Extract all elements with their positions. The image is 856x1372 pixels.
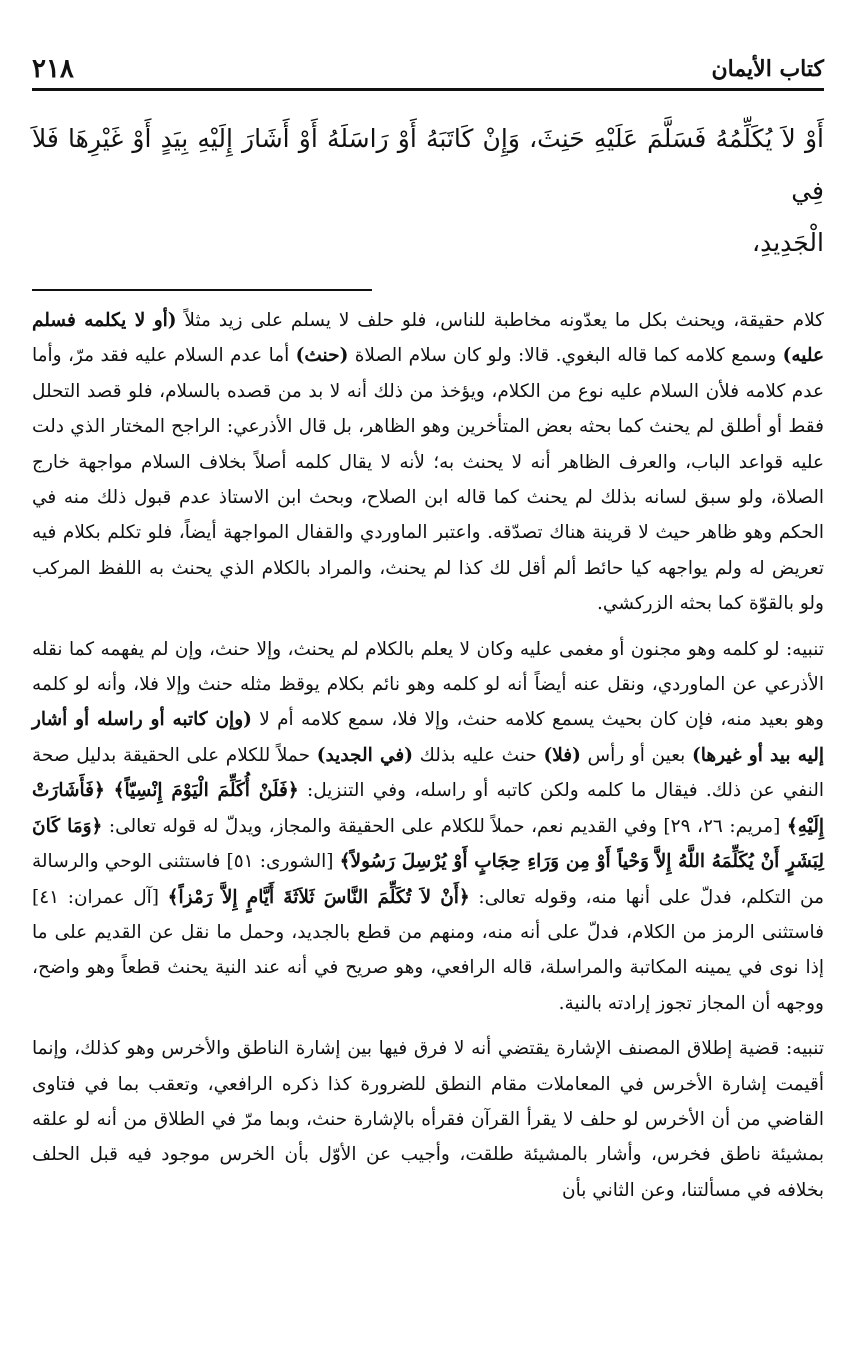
matn-quote: (أو لا يكلمه فسلم عليه) [32,310,824,367]
quran-verse: ﴿أَنْ لاَ تُكَلِّمَ النَّاسَ ثَلاَثَةَ أَيَّامٍ إِلاَّ رَمْزاً﴾ [167,886,470,908]
main-text [32,113,824,269]
text-run: تنبيه: لو كلمه وهو مجنون أو مغمى عليه وكان لا يعلم بالكلام لم يحنث، وإلا حنث، وإن لم يفهمه كما نقله الأذرعي عن الماوردي، ونقل عنه أيضاً أنه لو كلمه وهو نائم بكلام يوقظ مثله حنث وإلا فلا، وأنه لو كلمه وهو بعيد منه، فإن كان بحيث يسمع كلامه حنث، وإلا فلا، سمع كلامه أم لا [32,638,824,731]
text-run: وسمع كلامه كما قاله البغوي. قالا: ولو كان سلام الصلاة [348,345,783,367]
matn-quote: (وإن كاتبه أو راسله أو أشار إليه بيد أو غيرها) [32,709,824,766]
book-page [32,40,824,1372]
matn-quote: (فلا) [543,744,581,766]
text-run: [مريم: ٢٦، ٢٩] وفي القديم نعم، حملاً للكلام على الحقيقة والمجاز، ويدلّ له قوله تعالى: [102,815,787,837]
running-title: كتاب الأيمان [711,56,824,82]
commentary-paragraph-1 [32,303,824,622]
main-text-line: أَوْ لاَ يُكَلِّمُهُ فَسَلَّمَ عَلَيْهِ حَنِثَ، وَإِنْ كَاتَبَهُ أَوْ رَاسَلَهُ أَوْ أَشَارَ إِلَيْهِ بِيَدٍ أَوْ غَيْرِهَا فَلاَ فِي [32,124,824,205]
main-text-end: الْجَدِيدِ، [752,228,824,257]
matn-quote: (في الجديد) [316,744,413,766]
text-run: كلام حقيقة، ويحنث بكل ما يعدّونه مخاطبة للناس، فلو حلف لا يسلم على زيد مثلاً [176,310,824,331]
commentary [32,303,824,1208]
text-run: [الشورى: ٥١] فاستثنى الوحي والرسالة من التكلم، فدلّ على أنها منه، وقوله تعالى: [32,851,824,908]
commentary-paragraph-3: تنبيه: قضية إطلاق المصنف الإشارة يقتضي أنه لا فرق فيها بين إشارة الناطق والأخرس وهو كذلك، وإنما أقيمت إشارة الأخرس في المعاملات مقام النطق للضرورة كذا ذكره الرافعي، وتعقب بما في فتاوى القاضي من أن الأخرس لو حلف لا يقرأ القرآن فقرأه بالإشارة حنث، وبما مرّ في الطلاق من أنه لو علقه بمشيئة ناطق فخرس، وأشار بالمشيئة طلقت، وأجيب عن الأوّل بأن الخرس موجود فيه قبل الحلف بخلافه في مسألتنا، وعن الثاني بأن [32,1038,824,1201]
page-number: ٢١٨ [32,54,74,84]
text-run: حملاً للكلام على الحقيقة بدليل صحة النفي عن ذلك. فيقال ما كلمه ولكن كاتبه أو راسله، وفي التنزيل: [32,744,824,802]
text-run: بعين أو رأس [580,744,692,766]
footnote-separator [32,289,372,291]
quran-verse: ﴿فَلَنْ أُكَلِّمَ الْيَوْمَ إِنْسِيّاً﴾ ﴿فَأَشَارَتْ إِلَيْهِ﴾ [32,780,824,837]
text-run: حنث عليه بذلك [412,744,544,766]
page-header [32,40,824,91]
text-run: أما عدم السلام عليه فقد مرّ، وأما عدم كلامه فلأن السلام عليه نوع من الكلام، ويؤخذ من ذلك أنه لا بد من قصده بالسلام، فلو قصد التحلل فقط أو أطلق لم يحنث كما بحثه بعض المتأخرين وهو الظاهر، بل قال الأذرعي: الراجح المختار الذي دلت عليه قواعد الباب، والعرف الظاهر أنه لا يحنث به؛ لأنه لا يقال كلمه أصلاً بخلاف السلام مواجهة خارج الصلاة، ولو سبق لسانه بذلك لم يحنث كما قاله ابن الصلاح، وبحث ابن الاستاذ عدم قبول ذلك منه في الحكم وهو ظاهر حيث لا قرينة هناك تصدّقه. واعتبر الماوردي والقفال المواجهة أيضاً، فلو تكلم بكلام فيه تعريض له ولم يواجهه كيا حائط ألم أقل لك كذا لم يحنث، والمراد بالكلام الذي يحنث به اللفظ المركب ولو بالقوّة كما بحثه الزركشي. [32,345,824,615]
commentary-paragraph-2 [32,632,824,1021]
text-run: [آل عمران: ٤١] فاستثنى الرمز من الكلام، فدلّ على أنه منه، ومنهم من قطع بالجديد، وحمل ما نقل عن القديم على ما إذا نوى في يمينه المكاتبة والمراسلة، قاله الرافعي، وهو صريح في أنه عند النية يحنث قطعاً وهو واضح، ووجهه أن المجاز تجوز إرادته بالنية. [32,886,824,1014]
matn-quote: (حنث) [295,345,349,367]
quran-verse: ﴿وَمَا كَانَ لِبَشَرٍ أَنْ يُكَلِّمَهُ اللَّهُ إِلاَّ وَحْياً أَوْ مِن وَرَاءِ حِجَابٍ أَوْ يُرْسِلَ رَسُولاً﴾ [32,815,824,873]
